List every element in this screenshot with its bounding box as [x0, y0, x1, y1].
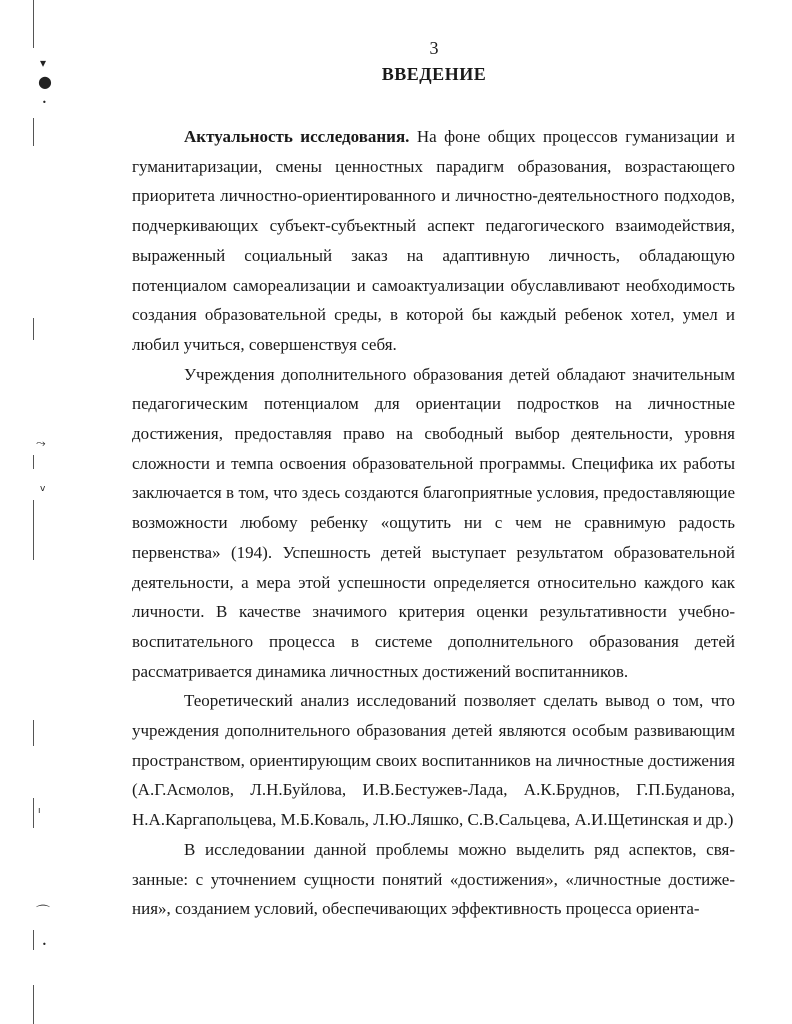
- paragraph-text: В исследовании данной проблемы можно выделить ряд аспектов, связанные: с уточнением сущности понятий «достижения», «личностные достижения», созданием условий, обеспечивающих эффективность процесса ориента-: [132, 839, 735, 919]
- page-number: 3: [429, 38, 439, 58]
- paragraph-text: На фоне общих процессов гуманизации и гуманитаризации, смены ценностных парадигм образования, возрастающего приоритета личностно-ориентированного и личностно-деятельностного подходов, подчеркивающих субъект-субъектный аспект педагогического взаимодействия, выраженный социальный заказ на адаптивную личность, обладающую потенциалом самореализации и самоактуализации обуславливают необходимость создания образовательной среды, в которой бы каждый ребенок хотел, умел и любил учиться, совершенствуя себя.: [132, 127, 735, 354]
- paragraph: [132, 122, 735, 360]
- paragraph-text: Теоретический анализ исследований позволяет сделать вывод о том, что учреждения дополнительного образования детей являются особым развивающим пространством, ориентирующим своих воспитанников на личностные достижения (А.Г.Асмолов, Л.Н.Буйлова, И.В.Бестужев-Лада, А.К.Бруднов, Г.П.Буданова, Н.А.Каргапольцева, М.Б.Коваль, Л.Ю.Ляшко, С.В.Сальцева, А.И.Щетинская и др.): [132, 691, 735, 830]
- paragraph-lead: Актуальность исследования.: [184, 127, 410, 146]
- scan-margin-artifact: [33, 0, 35, 1024]
- paragraph: [132, 686, 735, 835]
- scan-speck: ▾: [40, 56, 47, 70]
- scan-speck: v: [40, 484, 46, 494]
- scan-speck: ⤳: [36, 436, 46, 450]
- scan-speck: •: [42, 98, 47, 107]
- page-title: ВВЕДЕНИЕ: [381, 64, 487, 84]
- scan-speck: ●: [38, 72, 52, 91]
- scan-speck: •: [42, 940, 47, 949]
- scan-speck: ⌒: [36, 905, 50, 921]
- document-body: [132, 122, 735, 924]
- scan-speck: ı: [38, 806, 41, 816]
- paragraph: [132, 835, 735, 924]
- paragraph-text: Учреждения дополнительного образования детей обладают значительным педагогическим потенциалом для ориентации подростков на личностные достижения, предоставляя право на свободный выбор деятельности, уровня сложности и темпа освоения образовательной программы. Специфика их работы заключается в том, что здесь создаются благоприятные условия, предоставляющие возможности любому ребенку «ощутить ни с чем не сравнимую радость первенства» (194). Успешность детей выступает результатом образовательной деятельности, а мера этой успешности определяется относительно каждого как личности. В качестве значимого критерия оценки результативности учебно-воспитательного процесса в системе дополнительного образования детей рассматривается динамика личностных достижений воспитанников.: [132, 364, 735, 681]
- paragraph: [132, 360, 735, 687]
